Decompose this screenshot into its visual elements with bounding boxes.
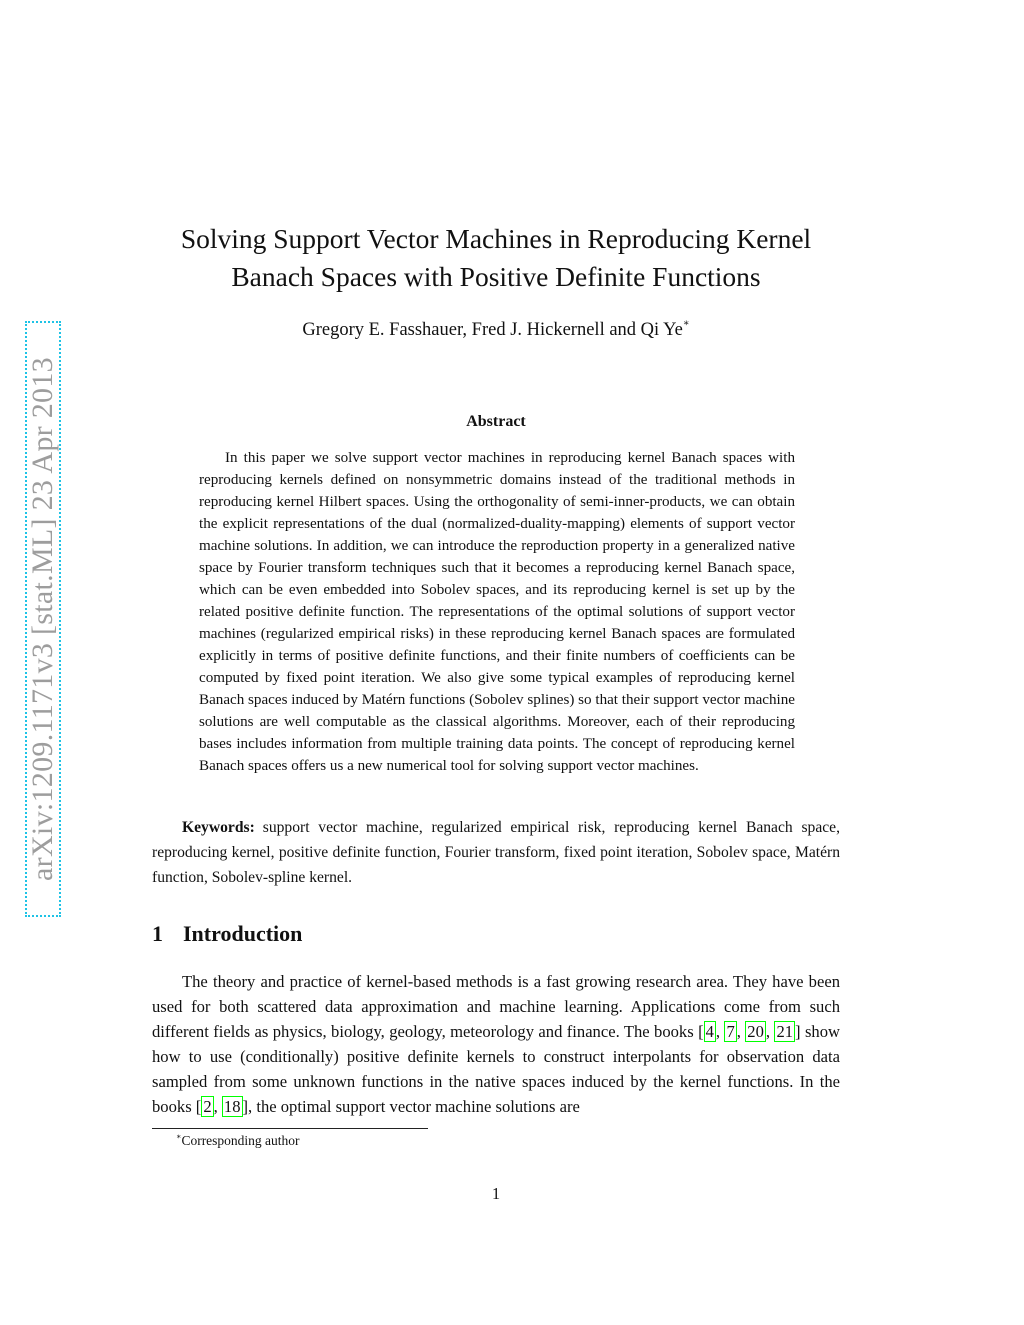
citation-link[interactable]: 21 [776,1022,794,1041]
arxiv-stamp[interactable]: arXiv:1209.1171v3 [stat.ML] 23 Apr 2013 [26,357,59,881]
citation-link[interactable]: 18 [223,1097,241,1116]
keywords-label: Keywords: [182,819,255,836]
title-line-1: Solving Support Vector Machines in Reproducing Kernel [180,223,812,254]
footnote-rule [152,1128,428,1129]
footnote-mark: ∗ [176,1132,182,1141]
section-title: Introduction [183,921,303,946]
intro-text-2: ] show how to use (conditionally) positive definite kernels to construct interpolants for observation data sampled from some unknown functions in the native spaces induced by the kernel functions. In the books [ [152,1022,840,1116]
citation-link[interactable]: 7 [726,1022,735,1041]
abstract-text: In this paper we solve support vector machines in reproducing kernel Banach spaces with reproducing kernels defined on nonsymmetric domains instead of the traditional methods in reproducing kernel Hilbert spaces. Using the orthogonality of semi-inner-products, we can obtain the explicit representations of the dual (normalized-duality-mapping) elements of support vector machine solutions. In addition, we can introduce the reproduction property in a generalized native space by Fourier transform techniques such that it becomes a reproducing kernel Banach space, which can be even embedded into Sobolev spaces, and its reproducing kernel is set up by the related positive definite function. The representations of the optimal solutions of support vector machines (regularized empirical risks) in these reproducing kernel Banach spaces are formulated explicitly in terms of positive definite functions, and their finite numbers of coefficients can be computed by fixed point iteration. We also give some typical examples of reproducing kernel Banach spaces induced by Matérn functions (Sobolev splines) so that their support vector machine solutions are well computable as the classical algorithms. Moreover, each of their reproducing bases includes information from multiple training data points. The concept of reproducing kernel Banach spaces offers us a new numerical tool for solving support vector machines. [199,450,795,774]
author-footnote-mark[interactable]: ∗ [682,318,690,329]
author-list [120,320,872,341]
page-number: 1 [491,1184,501,1203]
citation-link[interactable]: 20 [747,1022,764,1041]
intro-text-1: The theory and practice of kernel-based methods is a fast growing research area. They have been used for both scattered data approximation and machine learning. Applications come from such different fields as physics, biology, geology, meteorology and finance. The books [ [152,972,840,1041]
abstract [199,447,795,777]
intro-text-3: ], the optimal support vector machine solutions are [242,1097,580,1116]
section-number: 1 [152,921,163,946]
paper-title [120,220,872,296]
section-heading [152,921,302,947]
keywords-text: support vector machine, regularized empirical risk, reproducing kernel Banach space, reproducing kernel, positive definite function, Fourier transform, fixed point iteration, Sobolev space, Matérn function, Sobolev-spline kernel. [152,819,840,886]
citation-link[interactable]: 4 [705,1022,714,1041]
intro-paragraph: The theory and practice of kernel-based methods is a fast growing research area. They have been used for both scattered data approximation and machine learning. Applications come from such different fields as physics, biology, geology, meteorology and finance. The books [ 4 , 7 , 20 , 21 ] show how to use (conditionally) positive definite kernels to construct interpolants for observation data sampled from some unknown functions in the native spaces induced by the kernel functions. In the books [ 2 , 18 ], the optimal support vector machine solutions are [152,972,840,1116]
authors-text: Gregory E. Fasshauer, Fred J. Hickernell and Qi Ye [302,320,683,340]
abstract-heading: Abstract [466,413,526,430]
keywords [152,815,840,890]
title-line-2: Banach Spaces with Positive Definite Functions [231,261,761,292]
citation-link[interactable]: 2 [203,1097,212,1116]
footnote-text: Corresponding author [181,1133,300,1148]
footnote [176,1133,300,1149]
